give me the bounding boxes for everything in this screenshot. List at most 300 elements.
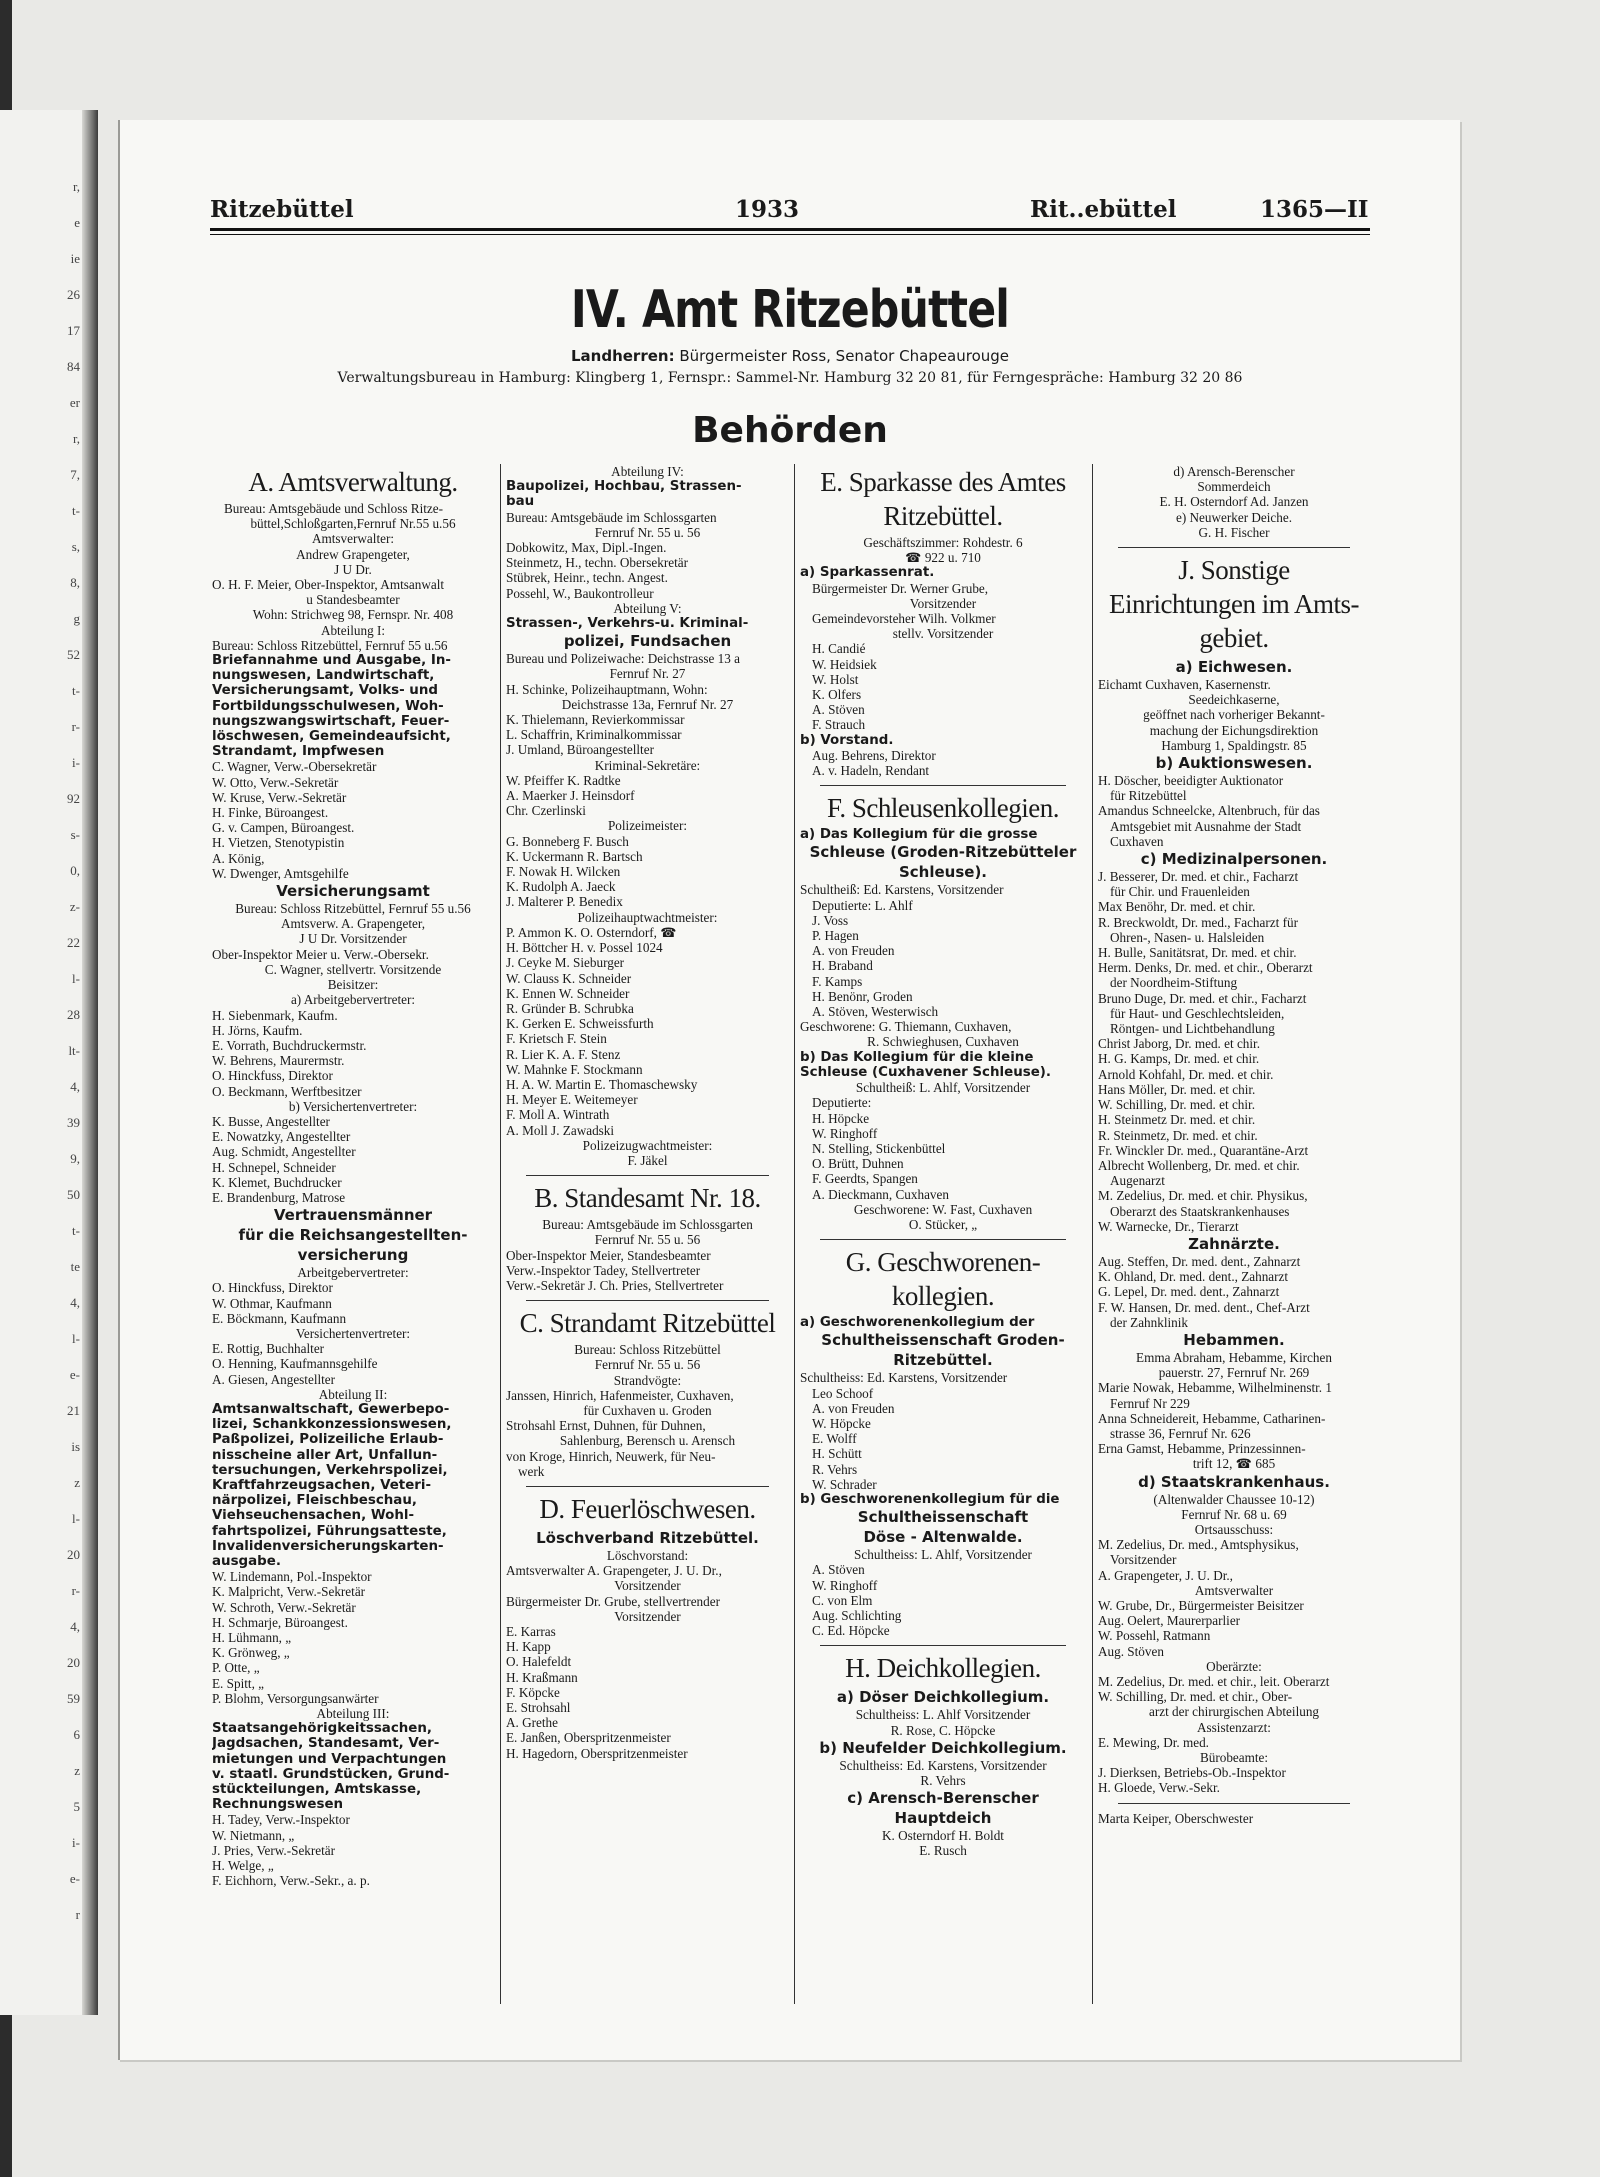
subsection-heading: Jagdsachen, Standesamt, Ver- (212, 1736, 440, 1752)
entry-line: R. Rose, C. Höpcke (890, 1722, 996, 1738)
section-heading: B. Standesamt Nr. 18. (534, 1183, 761, 1214)
entry-line: Schultheiss: Ed. Karstens, Vorsitzender (800, 1370, 1008, 1386)
entry-line: W. Behrens, Maurermstr. (212, 1053, 345, 1069)
entry-line: Verw.-Inspektor Tadey, Stellvertreter (506, 1262, 701, 1278)
entry-line: Fernruf Nr. 27 (609, 666, 686, 682)
entry-line: J U Dr. Vorsitzender (299, 931, 407, 947)
prev-page-text: 39 (67, 1115, 80, 1130)
column-divider (794, 464, 795, 2004)
bureau-line: Verwaltungsbureau in Hamburg: Klingberg 1, Fernspr.: Sammel-Nr. Hamburg 32 20 81, für Ferngespräche: Hamburg 32 20 86 (337, 370, 1243, 386)
entry-line: Bureau: Amtsgebäude im Schlossgarten (542, 1217, 753, 1233)
section-heading: E. Sparkasse des Amtes (820, 467, 1066, 497)
page-gutter (82, 110, 98, 2015)
subsection-heading: ausgabe. (212, 1554, 281, 1569)
entry-line: Aug. Schmidt, Angestellter (212, 1144, 356, 1160)
entry-line: Hamburg 1, Spaldingstr. 85 (1161, 737, 1307, 753)
prev-page-text: e- (69, 1871, 80, 1886)
entry-line: W. Schroth, Verw.-Sekretär (212, 1599, 356, 1615)
entry-line: A. Maerker J. Heinsdorf (506, 788, 635, 804)
subsection-heading: Schleuse). (898, 863, 988, 882)
entry-line: Polizeihauptwachtmeister: (577, 909, 718, 925)
entry-line: Ober-Inspektor Meier, Standesbeamter (506, 1247, 711, 1263)
prev-page-text: 59 (67, 1691, 80, 1706)
prev-page-text: 7, (70, 467, 80, 482)
entry-line: Versichertenvertreter: (295, 1325, 411, 1341)
prev-page-text: 22 (67, 935, 80, 950)
entry-line: Oberarzt des Staatskrankenhauses (1110, 1203, 1290, 1219)
entry-line: F. W. Hansen, Dr. med. dent., Chef-Arzt (1098, 1299, 1310, 1315)
entry-line: Fernruf Nr. 55 u. 56 (594, 1232, 701, 1248)
entry-line: trift 12, ☎ 685 (1192, 1456, 1276, 1472)
entry-line: Bureau und Polizeiwache: Deichstrasse 13 a (506, 651, 741, 667)
entry-line: a) Arbeitgebervertreter: (290, 992, 416, 1008)
entry-line: J. Pries, Verw.-Sekretär (212, 1842, 336, 1858)
entry-line: W. Heidsiek (812, 656, 877, 672)
subsection-heading: Fortbildungsschulwesen, Woh- (212, 698, 444, 714)
entry-line: F. Kamps (812, 973, 863, 989)
entry-line: K. Malpricht, Verw.-Sekretär (212, 1584, 366, 1600)
landherren-text: Bürgermeister Ross, Senator Chapeaurouge (679, 347, 1010, 365)
subsection-heading: Strassen-, Verkehrs-u. Kriminal- (506, 616, 749, 632)
entry-line: H. A. W. Martin E. Thomaschewsky (506, 1076, 698, 1092)
entry-line: F. Nowak H. Wilcken (506, 864, 621, 880)
entry-line: Erna Gamst, Hebamme, Prinzessinnen- (1098, 1441, 1306, 1457)
entry-line: O. Halefeldt (506, 1654, 572, 1670)
section-heading: gebiet. (1199, 623, 1269, 654)
prev-page-text: 9, (70, 1151, 80, 1166)
entry-line: W. Holst (812, 671, 859, 687)
prev-page-text: r- (71, 1583, 80, 1598)
prev-page-text: lt- (68, 1043, 80, 1058)
entry-line: Assistenzarzt: (1197, 1719, 1271, 1735)
subsection-heading: a) Sparkassenrat. (800, 565, 935, 581)
entry-line: H. Jörns, Kaufm. (212, 1022, 303, 1038)
entry-line: Sahlenburg, Berensch u. Arensch (559, 1433, 736, 1449)
entry-line: Fernruf Nr. 68 u. 69 (1181, 1506, 1287, 1522)
entry-line: Bureau: Amtsgebäude und Schloss Ritze- (224, 501, 444, 516)
prev-page-text: r, (72, 179, 80, 194)
entry-line: Arnold Kohfahl, Dr. med. et chir. (1098, 1066, 1274, 1082)
subsection-heading: lizei, Schankkonzessionswesen, (212, 1417, 452, 1433)
section-heading: H. Deichkollegien. (845, 1653, 1041, 1684)
entry-line: Emma Abraham, Hebamme, Kirchen (1136, 1349, 1332, 1365)
entry-line: Dobkowitz, Max, Dipl.-Ingen. (506, 540, 667, 556)
entry-line: Stübrek, Heinr., techn. Angest. (506, 570, 668, 586)
entry-line: für Cuxhaven u. Groden (583, 1402, 712, 1418)
entry-line: W. Ringhoff (812, 1577, 878, 1593)
prev-page-text: 20 (67, 1547, 80, 1562)
entry-line: H. Meyer E. Weitemeyer (506, 1092, 638, 1108)
entry-line: H. Schmarje, Büroangest. (212, 1614, 348, 1630)
entry-line: (Altenwalder Chaussee 10-12) (1153, 1491, 1315, 1507)
entry-line: J. Voss (812, 912, 849, 928)
subsection-heading: Vertrauensmänner (273, 1206, 433, 1225)
entry-line: E. Brandenburg, Matrose (212, 1189, 346, 1205)
entry-line: W. Warnecke, Dr., Tierarzt (1098, 1218, 1239, 1234)
entry-line: O. Henning, Kaufmannsgehilfe (212, 1356, 378, 1372)
entry-line: A. Stöven, Westerwisch (812, 1004, 939, 1020)
entry-line: A. Grethe (506, 1715, 558, 1731)
prev-page-text: 17 (67, 323, 80, 338)
entry-line: Janssen, Hinrich, Hafenmeister, Cuxhaven, (506, 1387, 734, 1403)
subsection-heading: Kraftfahrzeugsachen, Veteri- (212, 1477, 432, 1493)
section-divider (526, 1300, 769, 1301)
entry-line: C. Wagner, stellvertr. Vorsitzende (264, 961, 442, 977)
entry-line: Vorsitzender (909, 595, 977, 611)
entry-line: der Noordheim-Stiftung (1110, 975, 1238, 991)
entry-line: Amtsverwalter A. Grapengeter, J. U. Dr., (506, 1563, 722, 1579)
page-title: IV. Amt Ritzebüttel (570, 280, 1010, 340)
entry-line: P. Otte, „ (212, 1660, 260, 1676)
entry-line: W. Kruse, Verw.-Sekretär (212, 789, 347, 805)
entry-line: P. Ammon K. O. Osterndorf, ☎ (506, 924, 677, 940)
entry-line: Andrew Grapengeter, (296, 546, 410, 562)
entry-line: J. Ceyke M. Sieburger (506, 955, 625, 971)
entry-line: K. Gerken E. Schweissfurth (506, 1016, 654, 1032)
section-divider (526, 1175, 769, 1176)
entry-line: F. Jäkel (627, 1152, 668, 1168)
entry-line: Strohsahl Ernst, Duhnen, für Duhnen, (506, 1418, 706, 1434)
section-divider (1118, 547, 1350, 548)
entry-line: für Chir. und Frauenleiden (1110, 884, 1250, 900)
prev-page-text: 28 (67, 1007, 80, 1022)
entry-line: Deputierte: L. Ahlf (812, 897, 913, 913)
prev-page-text: 4, (70, 1079, 80, 1094)
entry-line: H. Vietzen, Stenotypistin (212, 835, 345, 851)
entry-line: J. Dierksen, Betriebs-Ob.-Inspektor (1098, 1765, 1286, 1781)
entry-line: C. Ed. Höpcke (812, 1623, 890, 1639)
subsection-heading: Briefannahme und Ausgabe, In- (212, 653, 451, 669)
entry-line: Possehl, W., Baukontrolleur (506, 585, 654, 601)
entry-line: Marie Nowak, Hebamme, Wilhelminenstr. 1 (1098, 1380, 1332, 1396)
entry-line: Vorsitzender (614, 1608, 681, 1624)
entry-line: A. von Freuden (812, 1400, 895, 1416)
subsection-heading: Döse - Altenwalde. (863, 1528, 1023, 1547)
prev-page-text: s- (70, 827, 80, 842)
subsection-heading: nungszwangswirtschaft, Feuer- (212, 713, 450, 729)
prev-page-text: 4, (70, 1295, 80, 1310)
entry-line: E. Rottig, Buchhalter (212, 1341, 325, 1357)
entry-line: W. Grube, Dr., Bürgermeister Beisitzer (1098, 1597, 1304, 1613)
entry-line: P. Blohm, Versorgungsanwärter (212, 1690, 379, 1706)
entry-line: H. Böttcher H. v. Possel 1024 (506, 940, 663, 956)
subsection-heading: löschwesen, Gemeindeaufsicht, (212, 729, 451, 745)
subsection-heading: Strandamt, Impfwesen (212, 744, 385, 760)
entry-line: Fernruf Nr 229 (1110, 1395, 1190, 1411)
entry-line: G. H. Fischer (1198, 524, 1270, 540)
prev-page-text: is (71, 1439, 80, 1454)
entry-line: M. Zedelius, Dr. med. et chir. Physikus, (1098, 1188, 1308, 1204)
prev-page-text: t- (72, 503, 80, 518)
entry-line: H. Kraßmann (506, 1669, 578, 1685)
entry-line: E. Janßen, Oberspritzenmeister (506, 1730, 671, 1746)
prev-page-text: ie (70, 251, 80, 266)
prev-page-text: r (75, 1907, 80, 1922)
entry-line: E. Wolff (812, 1431, 857, 1447)
entry-line: H. Schütt (812, 1446, 862, 1462)
entry-line: Schultheiß: L. Ahlf, Vorsitzender (855, 1080, 1031, 1096)
prev-page-text: l- (72, 971, 80, 986)
entry-line: A. König, (212, 850, 265, 866)
entry-line: stellv. Vorsitzender (892, 626, 994, 642)
prev-page-text: r, (72, 431, 80, 446)
entry-line: Bruno Duge, Dr. med. et chir., Facharzt (1098, 990, 1307, 1006)
entry-line: Schultheiss: L. Ahlf Vorsitzender (855, 1707, 1031, 1723)
prev-page-text: r- (71, 719, 80, 734)
entry-line: H. Höpcke (812, 1110, 870, 1126)
entry-line: Anna Schneidereit, Hebamme, Catharinen- (1098, 1410, 1326, 1426)
subsection-heading: stückteilungen, Amtskasse, (212, 1782, 422, 1798)
entry-line: Abteilung III: (316, 1706, 390, 1722)
prev-page-text: 8, (70, 575, 80, 590)
entry-line: Ober-Inspektor Meier u. Verw.-Obersekr. (212, 946, 429, 962)
prev-page-text: te (70, 1259, 80, 1274)
entry-line: A. Stöven (812, 702, 865, 718)
subsection-heading: Zahnärzte. (1188, 1234, 1280, 1253)
entry-line: Ohren-, Nasen- u. Halsleiden (1110, 929, 1265, 945)
subsection-heading: Baupolizei, Hochbau, Strassen- (506, 479, 742, 495)
subsection-heading: für die Reichsangestellten- (238, 1226, 468, 1245)
entry-line: F. Krietsch F. Stein (506, 1031, 607, 1047)
prev-page-text: 26 (67, 287, 80, 302)
entry-line: H. Gloede, Verw.-Sekr. (1098, 1780, 1220, 1796)
entry-line: R. Breckwoldt, Dr. med., Facharzt für (1098, 914, 1298, 930)
entry-line: Amtsverw. A. Grapengeter, (281, 916, 425, 932)
entry-line: H. Schnepel, Schneider (212, 1159, 336, 1175)
entry-line: G. v. Campen, Büroangest. (212, 820, 355, 836)
entry-line: O. Beckmann, Werftbesitzer (212, 1083, 362, 1099)
entry-line: Arbeitgebervertreter: (297, 1265, 409, 1281)
entry-line: Schultheiss: Ed. Karstens, Vorsitzender (839, 1757, 1047, 1773)
prev-page-text: 52 (67, 647, 80, 662)
entry-line: der Zahnklinik (1110, 1314, 1189, 1330)
header-rule-thin (210, 234, 1370, 235)
entry-line: Löschvorstand: (606, 1547, 689, 1563)
entry-line: K. Busse, Angestellter (212, 1113, 330, 1129)
entry-line: O. H. F. Meier, Ober-Inspektor, Amtsanwalt (212, 577, 445, 593)
entry-line: W. Lindemann, Pol.-Inspektor (212, 1569, 372, 1585)
entry-line: ☎ 922 u. 710 (905, 550, 981, 566)
prev-page-text: i- (72, 755, 80, 770)
entry-line: A. von Freuden (812, 943, 895, 959)
section-heading: C. Strandamt Ritzebüttel (519, 1308, 776, 1339)
section-divider (820, 785, 1066, 786)
entry-line: Eichamt Cuxhaven, Kasernenstr. (1098, 677, 1271, 693)
entry-line: Geschworene: G. Thiemann, Cuxhaven, (800, 1019, 1012, 1035)
entry-line: W. Pfeiffer K. Radtke (506, 772, 621, 788)
section-heading: kollegien. (891, 1281, 995, 1312)
entry-line: Wohn: Strichweg 98, Fernspr. Nr. 408 (252, 607, 454, 623)
prev-page-text: s, (71, 539, 80, 554)
entry-line: H. Finke, Büroangest. (212, 805, 329, 821)
subsection-heading: b) Neufelder Deichkollegium. (819, 1738, 1067, 1757)
entry-line: N. Stelling, Stickenbüttel (812, 1140, 946, 1156)
entry-line: E. H. Osterndorf Ad. Janzen (1159, 494, 1309, 510)
entry-line: O. Hinckfuss, Direktor (212, 1280, 333, 1296)
column-divider (1092, 464, 1093, 2004)
entry-line: Cuxhaven (1110, 833, 1164, 849)
entry-line: K. Ohland, Dr. med. dent., Zahnarzt (1098, 1269, 1289, 1285)
subsection-heading: Viehseuchensachen, Wohl- (212, 1508, 415, 1524)
prev-page-text: e (74, 215, 80, 230)
entry-line: K. Thielemann, Revierkommissar (506, 712, 685, 728)
entry-line: J. Umland, Büroangestellter (506, 742, 654, 758)
entry-line: W. Schilling, Dr. med. et chir., Ober- (1098, 1689, 1293, 1705)
entry-line: Abteilung I: (320, 622, 386, 638)
subsection-heading: mietungen und Verpachtungen (212, 1751, 447, 1767)
entry-line: Christ Jaborg, Dr. med. et chir. (1098, 1036, 1261, 1052)
entry-line: pauerstr. 27, Fernruf Nr. 269 (1158, 1365, 1310, 1381)
entry-line: W. Dwenger, Amtsgehilfe (212, 865, 349, 881)
entry-line: A. Moll J. Zawadski (506, 1122, 615, 1138)
section-divider (820, 1645, 1066, 1646)
entry-line: K. Olfers (812, 687, 862, 703)
prev-page-text: 50 (67, 1187, 80, 1202)
entry-line: G. Bonneberg F. Busch (506, 833, 629, 849)
subsection-heading: Schultheissenschaft Groden- (821, 1331, 1065, 1350)
prev-page-text: 5 (73, 1799, 80, 1814)
entry-line: E. Karras (506, 1624, 556, 1639)
entry-line: Aug. Oelert, Maurerparlier (1098, 1613, 1241, 1629)
entry-line: Bureau: Amtsgebäude im Schlossgarten (506, 509, 717, 525)
entry-line: R. Schwieghusen, Cuxhaven (867, 1034, 1019, 1050)
entry-line: Marta Keiper, Oberschwester (1098, 1810, 1254, 1826)
entry-line: geöffnet nach vorheriger Bekannt- (1143, 707, 1325, 723)
entry-line: E. Rusch (919, 1843, 967, 1859)
entry-line: Abteilung V: (613, 600, 682, 616)
header-page-number: 1365—II (1260, 196, 1369, 223)
entry-line: H. Benönr, Groden (812, 988, 913, 1004)
entry-line: Bürgermeister Dr. Grube, stellvertrender (506, 1593, 720, 1609)
section-heading: F. Schleusenkollegien. (826, 793, 1060, 824)
entry-line: A. Stöven (812, 1562, 865, 1578)
subsection-heading: Schleuse (Groden-Ritzebütteler (809, 843, 1077, 862)
entry-line: P. Hagen (812, 928, 859, 944)
entry-line: Bürobeamte: (1199, 1750, 1269, 1766)
entry-line: Seedeichkaserne, (1188, 692, 1280, 708)
prev-page-text: z (74, 1763, 80, 1778)
entry-line: H. Tadey, Verw.-Inspektor (212, 1812, 350, 1828)
entry-line: Bureau: Schloss Ritzebüttel, Fernruf 55 u.56 (212, 637, 448, 653)
entry-line: E. Böckmann, Kaufmann (212, 1310, 347, 1326)
subsection-heading: Amtsanwaltschaft, Gewerbepo- (212, 1401, 450, 1417)
subsection-heading: b) Auktionswesen. (1155, 754, 1313, 773)
prev-page-text: l- (72, 1331, 80, 1346)
subsection-heading: fahrtspolizei, Führungsatteste, (212, 1523, 447, 1539)
entry-line: F. Geerdts, Spangen (812, 1171, 918, 1187)
subsection-heading: d) Staatskrankenhaus. (1138, 1472, 1330, 1491)
entry-line: W. Otto, Verw.-Sekretär (212, 774, 339, 790)
entry-line: Gemeindevorsteher Wilh. Volkmer (812, 611, 996, 627)
entry-line: u Standesbeamter (306, 592, 400, 608)
entry-line: Röntgen- und Lichtbehandlung (1110, 1021, 1275, 1037)
entry-line: Strandvögte: (613, 1372, 682, 1388)
entry-line: L. Schaffrin, Kriminalkommissar (506, 727, 682, 743)
entry-line: strasse 36, Fernruf Nr. 626 (1110, 1425, 1251, 1441)
section-heading: G. Geschworenen- (845, 1247, 1041, 1278)
previous-page-fragment (0, 110, 98, 2015)
entry-line: Herm. Denks, Dr. med. et chir., Oberarzt (1098, 960, 1313, 976)
entry-line: H. G. Kamps, Dr. med. et chir. (1098, 1051, 1260, 1067)
subsection-heading: c) Arensch-Berenscher Hauptdeich (847, 1789, 1039, 1828)
entry-line: R. Vehrs (920, 1772, 966, 1788)
subsection-heading: Versicherungsamt (276, 882, 430, 901)
entry-line: O. Stücker, „ (908, 1216, 978, 1232)
subsection-heading: Hebammen. (1183, 1330, 1285, 1349)
entry-line: Deichstrasse 13a, Fernruf Nr. 27 (561, 696, 734, 712)
prev-page-text: er (69, 395, 80, 410)
subsection-heading: v. staatl. Grundstücken, Grund- (212, 1766, 450, 1782)
subsection-heading: polizei, Fundsachen (563, 632, 732, 651)
entry-line: J. Besserer, Dr. med. et chir., Facharzt (1098, 869, 1299, 885)
entry-line: Amtsverwalter: (311, 531, 395, 547)
entry-line: C. Wagner, Verw.-Obersekretär (212, 759, 377, 775)
section-divider (820, 1239, 1066, 1240)
entry-line: Polizeimeister: (607, 818, 688, 834)
subsection-heading: Löschverband Ritzebüttel. (536, 1528, 759, 1547)
entry-line: Ortsausschuss: (1194, 1521, 1274, 1537)
entry-line: Augenarzt (1110, 1173, 1165, 1189)
subsection-heading: närpolizei, Fleischbeschau, (212, 1493, 417, 1509)
section-heading: Ritzebüttel. (883, 501, 1003, 531)
entry-line: Kriminal-Sekretäre: (594, 757, 701, 773)
landherren-label: Landherren: (570, 347, 675, 365)
entry-line: Fr. Winckler Dr. med., Quarantäne-Arzt (1098, 1142, 1309, 1158)
entry-line: Vorsitzender (614, 1578, 681, 1594)
entry-line: Amtsgebiet mit Ausnahme der Stadt (1110, 818, 1302, 834)
entry-line: Verw.-Sekretär J. Ch. Pries, Stellvertreter (506, 1277, 724, 1293)
entry-line: M. Zedelius, Dr. med. et chir., leit. Oberarzt (1098, 1674, 1330, 1689)
entry-line: A. Giesen, Angestellter (212, 1371, 336, 1387)
subsection-heading: bau (506, 494, 535, 510)
prev-page-text: e- (69, 1367, 80, 1382)
subsection-heading: b) Vorstand. (800, 732, 894, 748)
subsection-heading: Invalidenversicherungskarten- (212, 1538, 444, 1554)
entry-line: H. Lühmann, „ (212, 1630, 292, 1646)
entry-line: Steinmetz, H., techn. Obersekretär (506, 555, 688, 571)
entry-line: Aug. Steffen, Dr. med. dent., Zahnarzt (1098, 1253, 1301, 1269)
entry-line: K. Osterndorf H. Boldt (882, 1828, 1004, 1844)
subsection-heading: Schleuse (Cuxhavener Schleuse). (800, 1064, 1051, 1080)
entry-line: machung der Eichungsdirektion (1149, 722, 1319, 738)
subsection-heading: Rechnungswesen (212, 1797, 344, 1813)
entry-line: A. v. Hadeln, Rendant (812, 763, 930, 779)
subsection-heading: tersuchungen, Verkehrspolizei, (212, 1462, 448, 1478)
entry-line: b) Versichertenvertreter: (288, 1098, 418, 1114)
entry-line: O. Hinckfuss, Direktor (212, 1068, 333, 1084)
entry-line: Deputierte: (812, 1095, 872, 1111)
entry-line: Beisitzer: (327, 977, 379, 993)
section-title: Behörden (692, 410, 888, 451)
entry-line: Schultheiß: Ed. Karstens, Vorsitzender (800, 882, 1004, 898)
entry-line: e) Neuwerker Deiche. (1175, 509, 1293, 525)
subsection-heading: a) Eichwesen. (1175, 658, 1293, 677)
entry-line: W. Othmar, Kaufmann (212, 1295, 332, 1311)
entry-line: W. Nietmann, „ (212, 1827, 295, 1843)
entry-line: K. Klemet, Buchdrucker (212, 1174, 342, 1190)
entry-line: R. Lier K. A. F. Stenz (506, 1046, 621, 1062)
subsection-heading: a) Das Kollegium für die grosse (800, 827, 1038, 843)
prev-page-text: z- (69, 899, 80, 914)
entry-line: Aug. Schlichting (812, 1607, 902, 1623)
entry-line: Schultheiss: L. Ahlf, Vorsitzender (854, 1547, 1032, 1563)
prev-page-text: 20 (67, 1655, 80, 1670)
entry-line: W. Clauss K. Schneider (506, 970, 632, 986)
entry-line: E. Mewing, Dr. med. (1098, 1734, 1209, 1750)
subsection-heading: b) Das Kollegium für die kleine (800, 1049, 1034, 1065)
entry-line: Amtsverwalter (1194, 1582, 1274, 1598)
entry-line: W. Schilling, Dr. med. et chir. (1098, 1097, 1256, 1113)
